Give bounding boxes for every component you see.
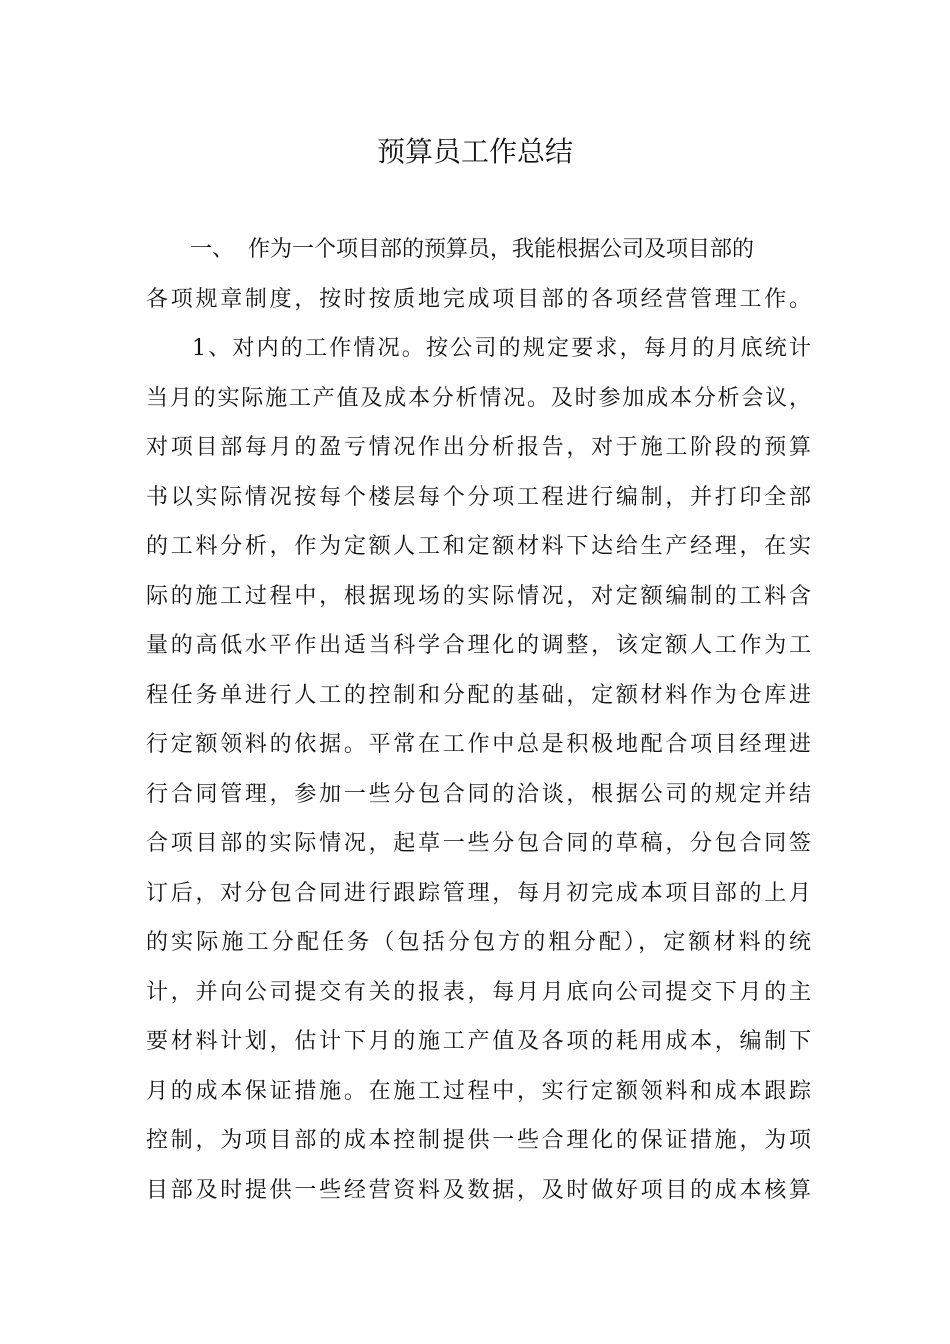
text-line: 各项规章制度，按时按质地完成项目部的各项经营管理工作。 — [146, 286, 811, 312]
text-line: 目部及时提供一些经营资料及数据，及时做好项目的成本核算 — [146, 1177, 811, 1203]
text-line — [146, 1215, 811, 1265]
text-line: 作为一个项目部的预算员，我能根据公司及项目部的 — [248, 237, 755, 262]
text-line: 当月的实际施工产值及成本分析情况。及时参加成本分析会议， — [146, 385, 811, 411]
text-line: 合项目部的实际情况，起草一些分包合同的草稿，分包合同签 — [146, 831, 811, 856]
text-line: 程任务单进行人工的控制和分配的基础，定额材料作为仓库进 — [146, 682, 811, 708]
text-line: 的实际施工分配任务（包括分包方的粗分配），定额材料的统 — [146, 930, 811, 955]
text-line: 月的成本保证措施。在施工过程中，实行定额领料和成本跟踪 — [146, 1078, 811, 1104]
document-body — [146, 225, 811, 1265]
section-heading-line — [146, 225, 811, 275]
text-line: 订后，对分包合同进行跟踪管理，每月初完成本项目部的上月 — [146, 880, 811, 906]
paragraph-first-line: 1、对内的工作情况。按公司的规定要求，每月的月底统计 — [192, 336, 811, 361]
text-line: 际的施工过程中，根据现场的实际情况，对定额编制的工料含 — [146, 583, 811, 609]
section-number: 一、 — [190, 237, 235, 262]
text-line: 计，并向公司提交有关的报表，每月月底向公司提交下月的主 — [146, 979, 811, 1005]
text-line: 行合同管理，参加一些分包合同的洽谈，根据公司的规定并结 — [146, 781, 811, 807]
document-title: 预算员工作总结 — [376, 135, 573, 168]
text-line: 书以实际情况按每个楼层每个分项工程进行编制，并打印全部 — [146, 484, 811, 510]
text-line: 控制，为项目部的成本控制提供一些合理化的保证措施，为项 — [146, 1128, 811, 1153]
text-line: 的工料分析，作为定额人工和定额材料下达给生产经理，在实 — [146, 534, 811, 559]
text-line: 行定额领料的依据。平常在工作中总是积极地配合项目经理进 — [146, 732, 811, 757]
text-line: 对项目部每月的盈亏情况作出分析报告，对于施工阶段的预算 — [146, 435, 811, 460]
text-line: 要材料计划，估计下月的施工产值及各项的耗用成本，编制下 — [146, 1029, 811, 1054]
text-line: 量的高低水平作出适当科学合理化的调整，该定额人工作为工 — [146, 633, 811, 658]
